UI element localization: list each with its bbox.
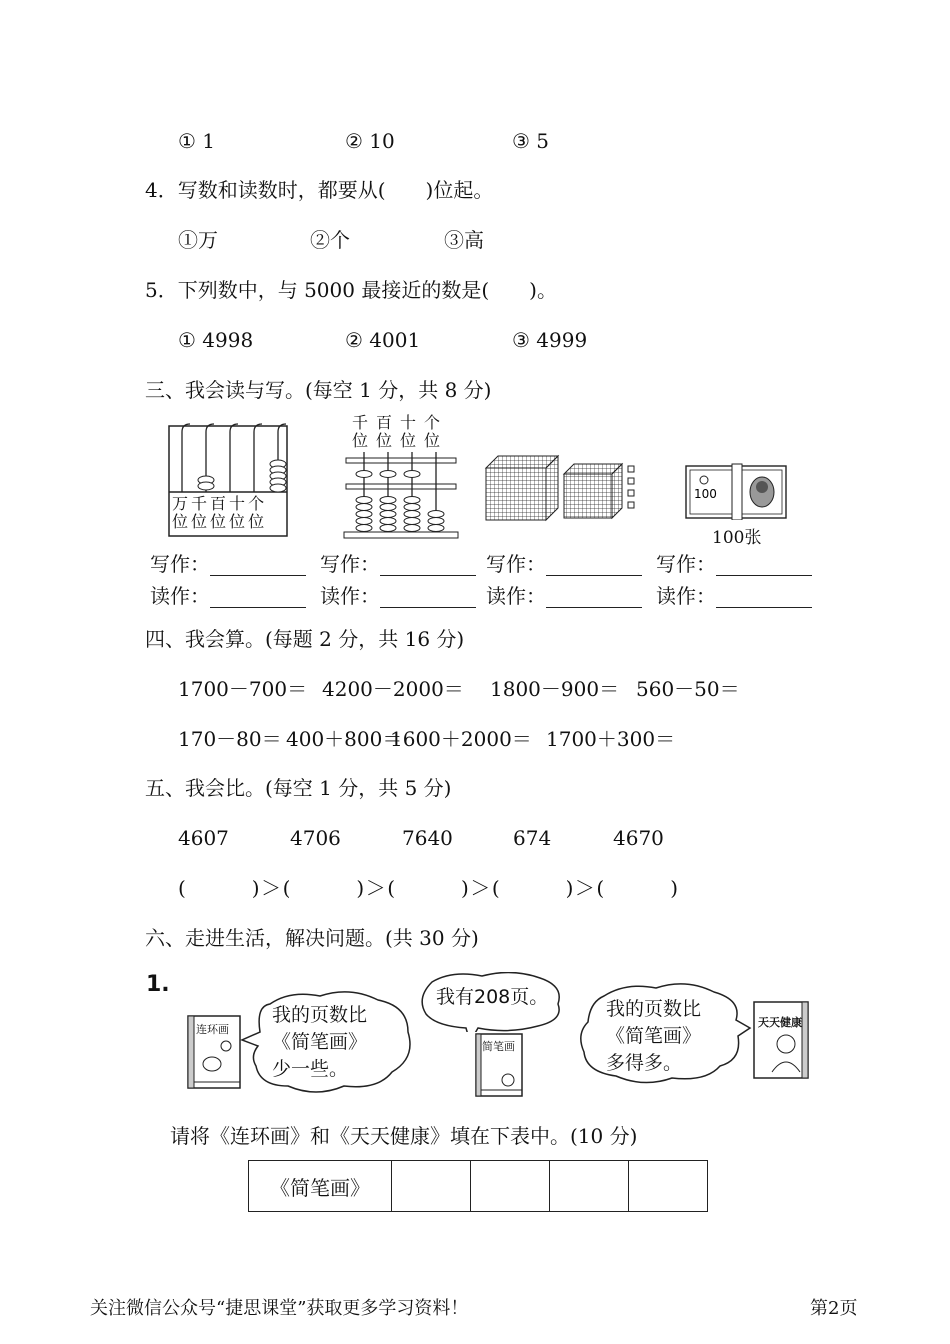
read-blank-2[interactable]: [380, 587, 476, 608]
svg-text:100: 100: [694, 487, 717, 501]
calc-6: 400＋800＝: [286, 727, 403, 751]
compare-number-5: 4670: [613, 826, 664, 850]
q3-option-1: ① 1: [178, 129, 216, 153]
section6-title: 六、走进生活，解决问题。(共 30 分): [145, 926, 479, 950]
write-row-3: 写作：: [486, 552, 642, 576]
table-row: [249, 1161, 708, 1212]
section5-title: 五、我会比。(每空 1 分，共 5 分): [145, 776, 452, 800]
cubes-figure: [482, 452, 650, 524]
counter-figure: [342, 452, 460, 542]
abacus-labels: 万千百十个 位位位位位: [172, 494, 268, 531]
q3-option-3: ③ 5: [512, 129, 550, 153]
write-blank-2[interactable]: [380, 555, 476, 576]
calc-1: 1700－700＝: [178, 677, 308, 701]
table-cell-blank-2[interactable]: [471, 1161, 550, 1212]
write-row-2: 写作：: [320, 552, 476, 576]
counter-place-labels: 千百十个 位位位位: [352, 413, 449, 450]
q5-question: 5．下列数中，与 5000 最接近的数是( )。: [145, 278, 557, 302]
book-left-title: 连环画: [196, 1023, 229, 1036]
q4-option-3: ③高: [444, 228, 484, 252]
compare-number-1: 4607: [178, 826, 229, 850]
q4-option-1: ①万: [178, 228, 218, 252]
bubble-middle-text: 我有208页。: [436, 986, 549, 1008]
book-right-title: 天天健康: [758, 1016, 802, 1029]
table-cell-blank-3[interactable]: [550, 1161, 629, 1212]
q4-option-2: ②个: [310, 228, 350, 252]
table-cell-blank-1[interactable]: [392, 1161, 471, 1212]
calc-7: 1600＋2000＝: [390, 727, 532, 751]
book-tiantianjiankang-icon: [752, 1000, 810, 1080]
section6-instruction: 请将《连环画》和《天天健康》填在下表中。(10 分): [170, 1124, 638, 1148]
calc-4: 560－50＝: [636, 677, 740, 701]
calc-2: 4200－2000＝: [322, 677, 464, 701]
write-blank-3[interactable]: [546, 555, 642, 576]
compare-number-2: 4706: [290, 826, 341, 850]
compare-number-4: 674: [513, 826, 552, 850]
section4-title: 四、我会算。(每题 2 分，共 16 分): [145, 627, 465, 651]
q5-option-3: ③ 4999: [512, 328, 588, 352]
problem-number: 1.: [146, 972, 170, 997]
write-blank-1[interactable]: [210, 555, 306, 576]
read-blank-4[interactable]: [716, 587, 812, 608]
read-row-2: 读作：: [320, 584, 476, 608]
book-middle-title: 简笔画: [482, 1040, 515, 1053]
footer-promo: 关注微信公众号“捷思课堂”获取更多学习资料！: [90, 1298, 469, 1319]
money-label: 100张: [712, 528, 762, 548]
calc-5: 170－80＝: [178, 727, 282, 751]
read-blank-3[interactable]: [546, 587, 642, 608]
q4-question: 4．写数和读数时，都要从( )位起。: [145, 178, 494, 202]
section3-title: 三、我会读与写。(每空 1 分，共 8 分): [145, 378, 492, 402]
read-row-3: 读作：: [486, 584, 642, 608]
read-blank-1[interactable]: [210, 587, 306, 608]
bubble-left-text: 我的页数比 《简笔画》 少一些。: [272, 1004, 368, 1080]
q5-option-1: ① 4998: [178, 328, 254, 352]
table-cell-blank-4[interactable]: [629, 1161, 708, 1212]
bubble-right-text: 我的页数比 《简笔画》 多得多。: [606, 998, 702, 1074]
write-row-1: 写作：: [150, 552, 306, 576]
page-number: 第2页: [810, 1298, 858, 1319]
read-row-1: 读作：: [150, 584, 306, 608]
write-blank-4[interactable]: [716, 555, 812, 576]
write-row-4: 写作：: [656, 552, 812, 576]
compare-order-row[interactable]: ( )＞( )＞( )＞( )＞( ): [178, 876, 680, 900]
table-cell-jianbihua: 《简笔画》: [249, 1161, 392, 1212]
read-row-4: 读作：: [656, 584, 812, 608]
q5-option-2: ② 4001: [345, 328, 421, 352]
compare-number-3: 7640: [402, 826, 453, 850]
money-stack-figure: [684, 462, 788, 520]
answer-table: [248, 1160, 708, 1212]
q3-option-2: ② 10: [345, 129, 395, 153]
calc-3: 1800－900＝: [490, 677, 620, 701]
calc-8: 1700＋300＝: [546, 727, 676, 751]
